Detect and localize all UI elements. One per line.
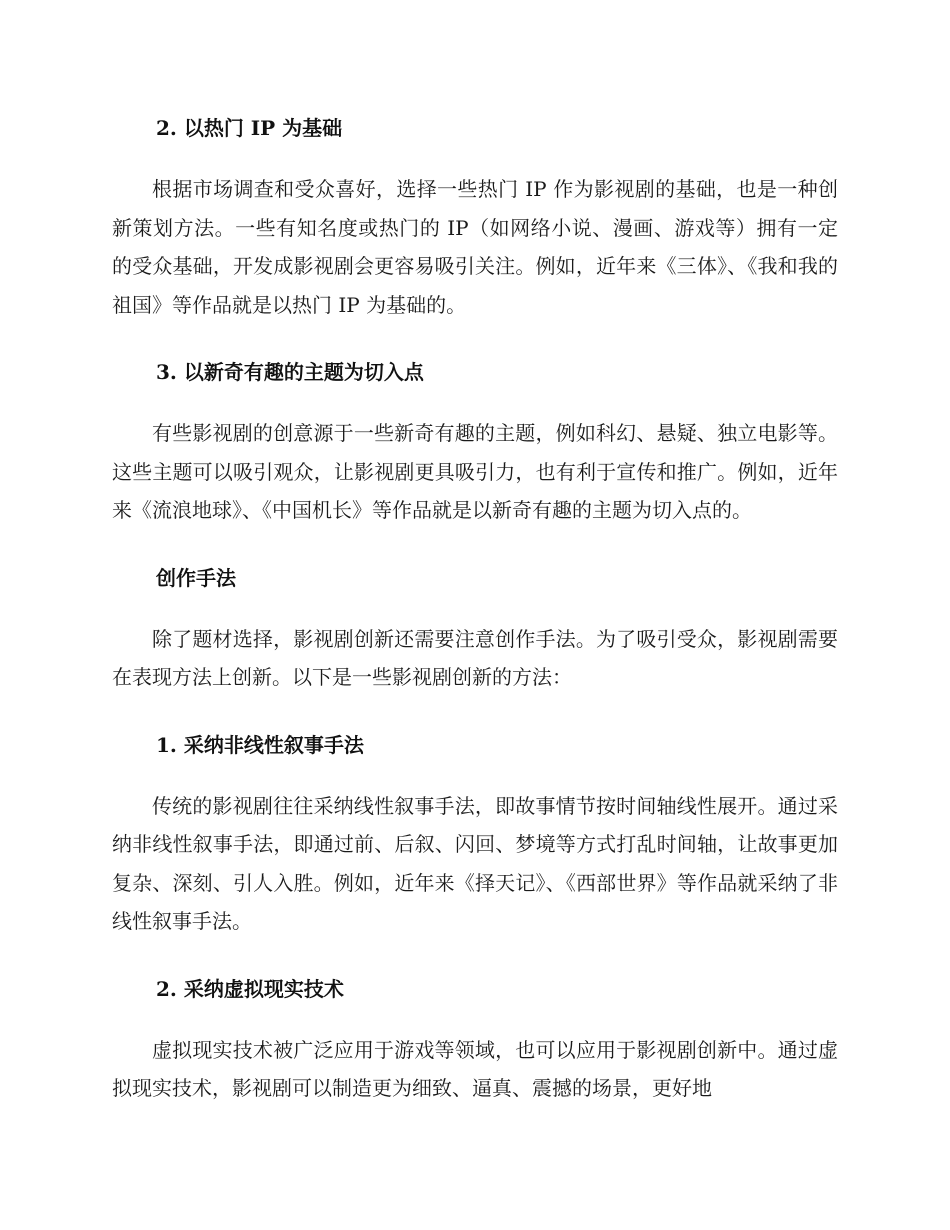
spacer xyxy=(112,697,838,721)
spacer xyxy=(112,769,838,787)
spacer xyxy=(112,396,838,414)
paragraph-nonlinear: 传统的影视剧往往采纳线性叙事手法，即故事情节按时间轴线性展开。通过采纳非线性叙事手法，即通过前、后叙、闪回、梦境等方式打乱时间轴，让故事更加复杂、深刻、引人入胜。例如，近年来《择天记》、《西部世界》等作品就采纳了非线性叙事手法。 xyxy=(112,793,838,933)
spacer xyxy=(112,1013,838,1031)
paragraph-vr: 虚拟现实技术被广泛应用于游戏等领域，也可以应用于影视剧创新中。通过虚拟现实技术，影视剧可以制造更为细致、逼真、震撼的场景，更好地 xyxy=(112,1037,838,1100)
paragraph-creative-methods: 除了题材选择，影视剧创新还需要注意创作手法。为了吸引受众，影视剧需要在表现方法上创新。以下是一些影视剧创新的方法： xyxy=(112,626,838,689)
heading-creative-methods: 创作手法 xyxy=(156,565,236,590)
spacer xyxy=(112,941,838,965)
spacer xyxy=(112,152,838,170)
spacer xyxy=(112,602,838,620)
paragraph-novel-theme: 有些影视剧的创意源于一些新奇有趣的主题，例如科幻、悬疑、独立电影等。这些主题可以吸引观众，让影视剧更具吸引力，也有利于宣传和推广。例如，近年来《流浪地球》、《中国机长》等作品就是以新奇有趣的主题为切入点的。 xyxy=(112,421,838,522)
spacer xyxy=(112,324,838,348)
heading-nonlinear: 1. 采纳非线性叙事手法 xyxy=(156,732,364,757)
heading-vr: 2. 采纳虚拟现实技术 xyxy=(156,976,344,1001)
document-body xyxy=(112,104,838,1108)
heading-novel-theme: 3. 以新奇有趣的主题为切入点 xyxy=(156,360,424,384)
paragraph-hot-ip: 根据市场调查和受众喜好，选择一些热门 IP 作为影视剧的基础，也是一种创新策划方法。一些有知名度或热门的 IP（如网络小说、漫画、游戏等）拥有一定的受众基础，开发成影视剧会更容易吸引关注。例如，近年来《三体》、《我和我的祖国》等作品就是以热门 IP 为基础的。 xyxy=(112,177,838,317)
spacer xyxy=(112,530,838,554)
heading-hot-ip: 2. 以热门 IP 为基础 xyxy=(156,116,343,140)
